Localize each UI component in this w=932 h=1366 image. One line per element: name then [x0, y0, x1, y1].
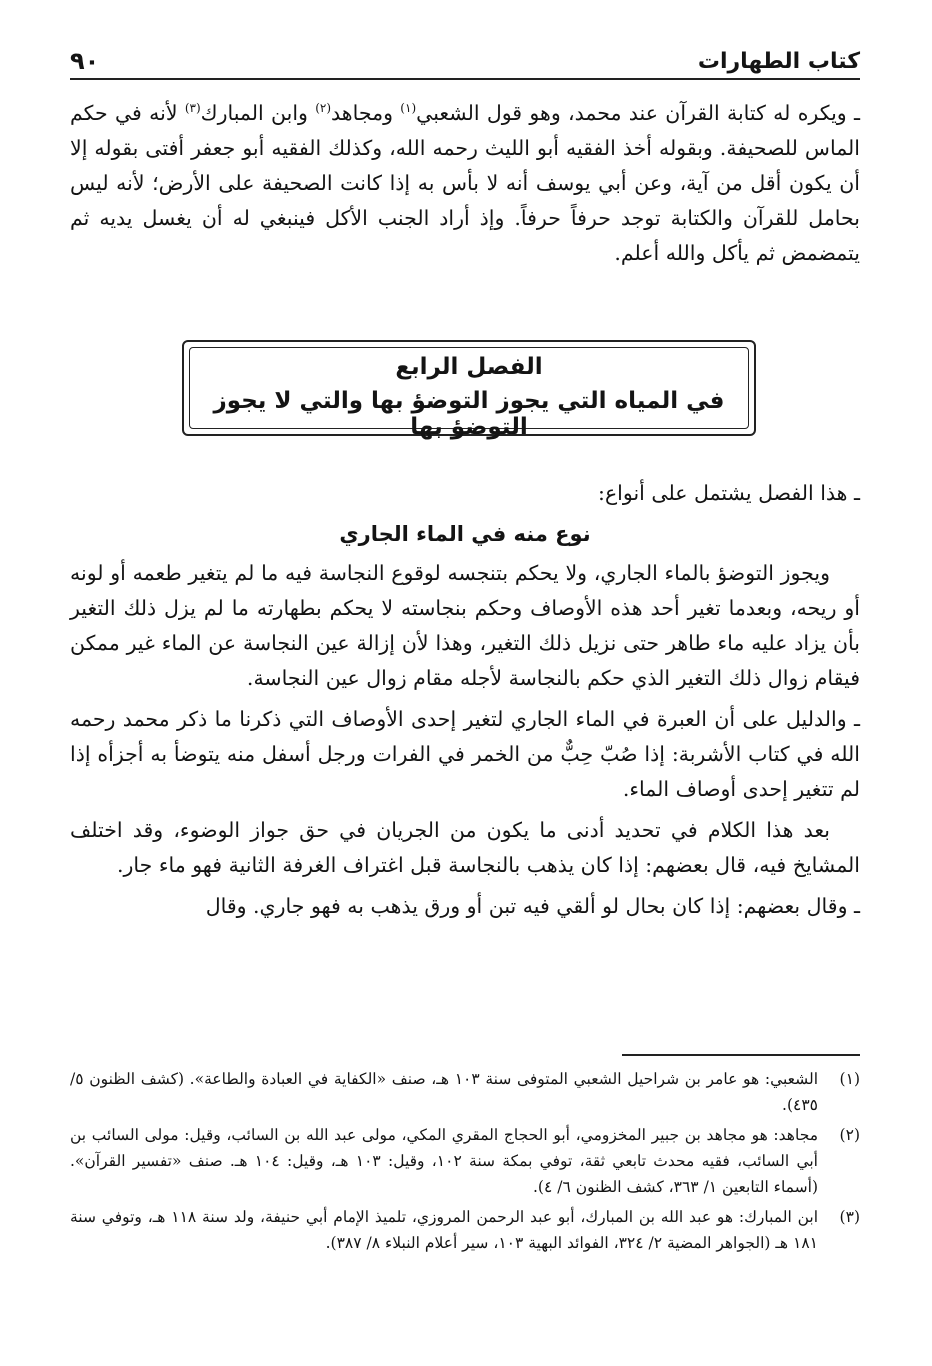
- page-number: ٩٠: [70, 47, 100, 75]
- section-subheading: نوع منه في الماء الجاري: [339, 522, 591, 546]
- footnote-text: مجاهد: هو مجاهد بن جبير المخزومي، أبو الحجاج المقري المكي، مولى عبد الله بن السائب، وقيل: مولى السائب بن أبي السائب، فقيه محدث تابعي ثقة، توفي بمكة سنة ١٠٢، وقيل: ١٠٣ هـ، وقيل: ١٠٤ هـ. صنف «تفسير القرآن». (أسماء التابعين ١/ ٣٦٣، كشف الظنون ٦/ ٤).: [70, 1126, 818, 1196]
- paragraph-2: ـ والدليل على أن العبرة في الماء الجاري لتغير إحدى الأوصاف التي ذكرنا ما ذكر محمد رحمه الله في كتاب الأشربة: إذا صُبّ حِبٌّ من الخمر في الفرات ورجل أسفل منه يتوضأ به أجزأه إذا لم تتغير إحدى أوصاف الماء.: [70, 707, 860, 801]
- paragraph-mid-2: وابن المبارك: [200, 101, 316, 125]
- chapter-title: في المياه التي يجوز التوضؤ بها والتي لا يجوز التوضؤ بها: [213, 388, 725, 440]
- paragraph-1: ويجوز التوضؤ بالماء الجاري، ولا يحكم بتنجسه لوقوع النجاسة فيه ما لم يتغير طعمه أو لونه أو ريحه، وبعدما تغير أحد هذه الأوصاف وحكم بنجاسته لا يحكم بطهارته ما لم يزل ذلك التغير بأن يزاد عليه ماء طاهر حتى نزيل ذلك التغير، وهذا لأن إزالة عين النجاسة عن الماء غير ممكن فيقام زوال ذلك التغير الذي حكم بالنجاسة لأجله مقام زوال عين النجاسة.: [70, 561, 860, 690]
- footnote-item: [70, 1204, 860, 1256]
- footnote-ref-3[interactable]: (٣): [184, 101, 201, 116]
- footnote-ref-2[interactable]: (٢): [315, 101, 332, 116]
- running-header: [70, 44, 860, 80]
- main-text: [70, 476, 860, 930]
- chapter-number: الفصل الرابع: [395, 354, 543, 380]
- book-title: كتاب الطهارات: [697, 48, 860, 74]
- footnote-item: [70, 1122, 860, 1200]
- chapter-intro: ـ هذا الفصل يشتمل على أنواع:: [598, 481, 860, 505]
- paragraph-4: ـ وقال بعضهم: إذا كان بحال لو ألقي فيه تبن أو ورق يذهب به فهو جاري. وقال: [205, 894, 860, 918]
- paragraph-3: بعد هذا الكلام في تحديد أدنى ما يكون من الجريان في حق جواز الوضوء، وقد اختلف المشايخ فيه، قال بعضهم: إذا كان يذهب بالنجاسة قبل اغتراف الغرفة الثانية فهو ماء جار.: [70, 818, 860, 877]
- top-paragraph: [70, 96, 860, 277]
- footnote-number: (٢): [839, 1126, 860, 1144]
- footnotes: [70, 1066, 860, 1260]
- footnote-text: ابن المبارك: هو عبد الله بن المبارك، أبو عبد الرحمن المروزي، تلميذ الإمام أبي حنيفة، ولد سنة ١١٨ هـ، وتوفي سنة ١٨١ هـ (الجواهر المضية ٢/ ٣٢٤، الفوائد البهية ١٠٣، سير أعلام النبلاء ٨/ ٣٨٧).: [70, 1208, 818, 1252]
- chapter-title-box: [182, 340, 756, 440]
- paragraph-lead: ـ ويكره له كتابة القرآن عند محمد، وهو قول الشعبي: [416, 101, 860, 125]
- paragraph-opening: [70, 96, 860, 271]
- footnote-number: (٣): [839, 1208, 860, 1226]
- footnote-text: الشعبي: هو عامر بن شراحيل الشعبي المتوفى سنة ١٠٣ هـ، صنف «الكفاية في العبادة والطاعة». (كشف الظنون ٥/ ٤٣٥).: [70, 1070, 818, 1114]
- footnote-divider: [622, 1054, 860, 1056]
- paragraph-rest: لأنه في حكم الماس للصحيفة. وبقوله أخذ الفقيه أبو الليث رحمه الله، وكذلك الفقيه أبو جعفر أفتى بقوله إلا أن يكون أقل من آية، وعن أبي يوسف أنه لا بأس به إذا كانت الصحيفة على الأرض؛ لأنه ليس بحامل للقرآن والكتابة توجد حرفاً حرفاً. وإذ أراد الجنب الأكل فينبغي له أن يغسل يديه ثم يتمضمض ثم يأكل والله أعلم.: [70, 101, 860, 265]
- footnote-item: [70, 1066, 860, 1118]
- footnote-number: (١): [839, 1070, 860, 1088]
- footnote-ref-1[interactable]: (١): [400, 101, 417, 116]
- paragraph-mid-1: ومجاهد: [331, 101, 401, 125]
